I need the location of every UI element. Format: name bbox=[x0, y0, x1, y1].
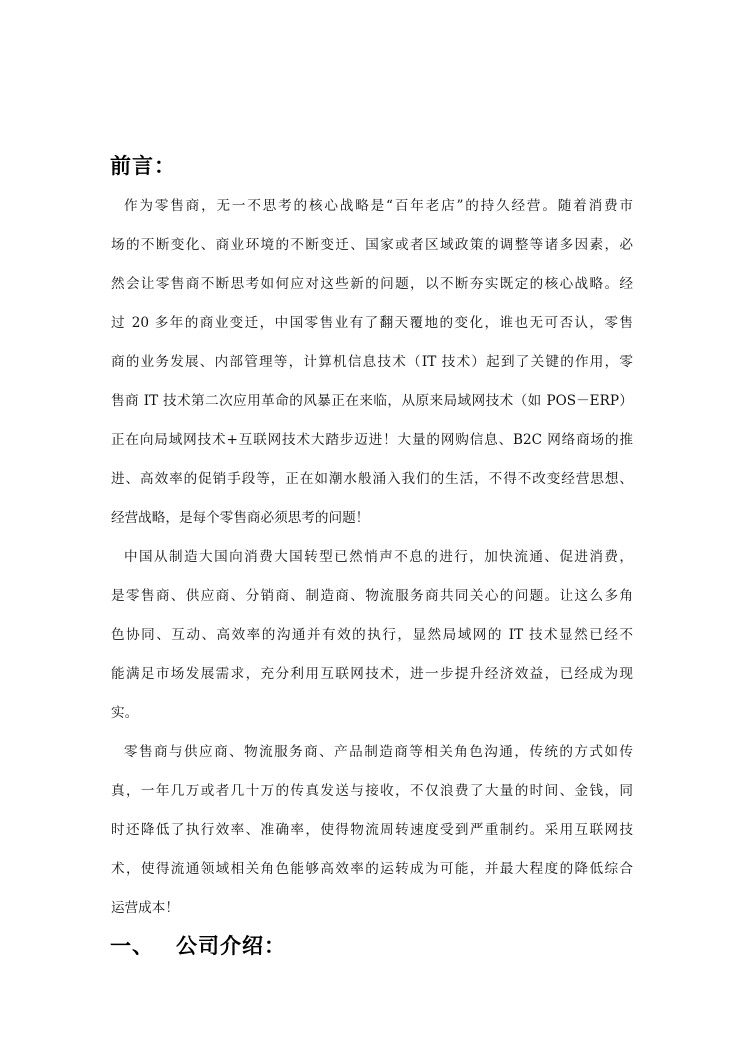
section-1-heading bbox=[110, 930, 286, 960]
paragraph-line: 然会让零售商不断思考如何应对这些新的问题，以不断夯实既定的核心战略。经 bbox=[111, 276, 633, 292]
preface-heading: 前言： bbox=[110, 154, 176, 178]
paragraph-line: 实。 bbox=[111, 705, 139, 721]
paragraph-line: 进、高效率的促销手段等，正在如潮水般涌入我们的生活，不得不改变经营思想、 bbox=[111, 471, 633, 487]
paragraph-line: 术，使得流通领域相关角色能够高效率的运转成为可能，并最大程度的降低综合 bbox=[111, 861, 633, 877]
paragraph-line: 时还降低了执行效率、准确率，使得物流周转速度受到严重制约。采用互联网技 bbox=[111, 822, 633, 838]
paragraph-line: 中国从制造大国向消费大国转型已然悄声不息的进行，加快流通、促进消费， bbox=[124, 549, 633, 565]
paragraph-2 bbox=[111, 538, 633, 733]
paragraph-line: 正在向局域网技术+互联网技术大踏步迈进！大量的网购信息、B2C 网络商场的推 bbox=[111, 432, 633, 448]
paragraph-line: 过 20 多年的商业变迁，中国零售业有了翻天覆地的变化，谁也无可否认，零售 bbox=[111, 315, 633, 331]
paragraph-line: 是零售商、供应商、分销商、制造商、物流服务商共同关心的问题。让这么多角 bbox=[111, 588, 633, 604]
paragraph-line: 作为零售商，无一不思考的核心战略是“百年老店”的持久经营。随着消费市 bbox=[124, 198, 633, 214]
paragraph-line: 经营战略，是每个零售商必须思考的问题！ bbox=[111, 510, 370, 526]
paragraph-line: 运营成本！ bbox=[111, 900, 179, 916]
section-number: 一、 bbox=[110, 934, 154, 958]
section-title: 公司介绍： bbox=[176, 934, 286, 958]
paragraph-line: 色协同、互动、高效率的沟通并有效的执行，显然局域网的 IT 技术显然已经不 bbox=[111, 627, 633, 643]
paragraph-line: 能满足市场发展需求，充分利用互联网技术，进一步提升经济效益，已经成为现 bbox=[111, 666, 633, 682]
paragraph-line: 真，一年几万或者几十万的传真发送与接收，不仅浪费了大量的时间、金钱，同 bbox=[111, 783, 633, 799]
paragraph-line: 售商 IT 技术第二次应用革命的风暴正在来临，从原来局域网技术（如 POS－ERP） bbox=[111, 393, 633, 409]
paragraph-line: 场的不断变化、商业环境的不断变迁、国家或者区域政策的调整等诸多因素，必 bbox=[111, 237, 633, 253]
paragraph-line: 商的业务发展、内部管理等，计算机信息技术（IT 技术）起到了关键的作用，零 bbox=[111, 354, 633, 370]
paragraph-3 bbox=[111, 733, 633, 928]
paragraph-line: 零售商与供应商、物流服务商、产品制造商等相关角色沟通，传统的方式如传 bbox=[124, 744, 633, 760]
paragraph-1 bbox=[111, 187, 633, 538]
